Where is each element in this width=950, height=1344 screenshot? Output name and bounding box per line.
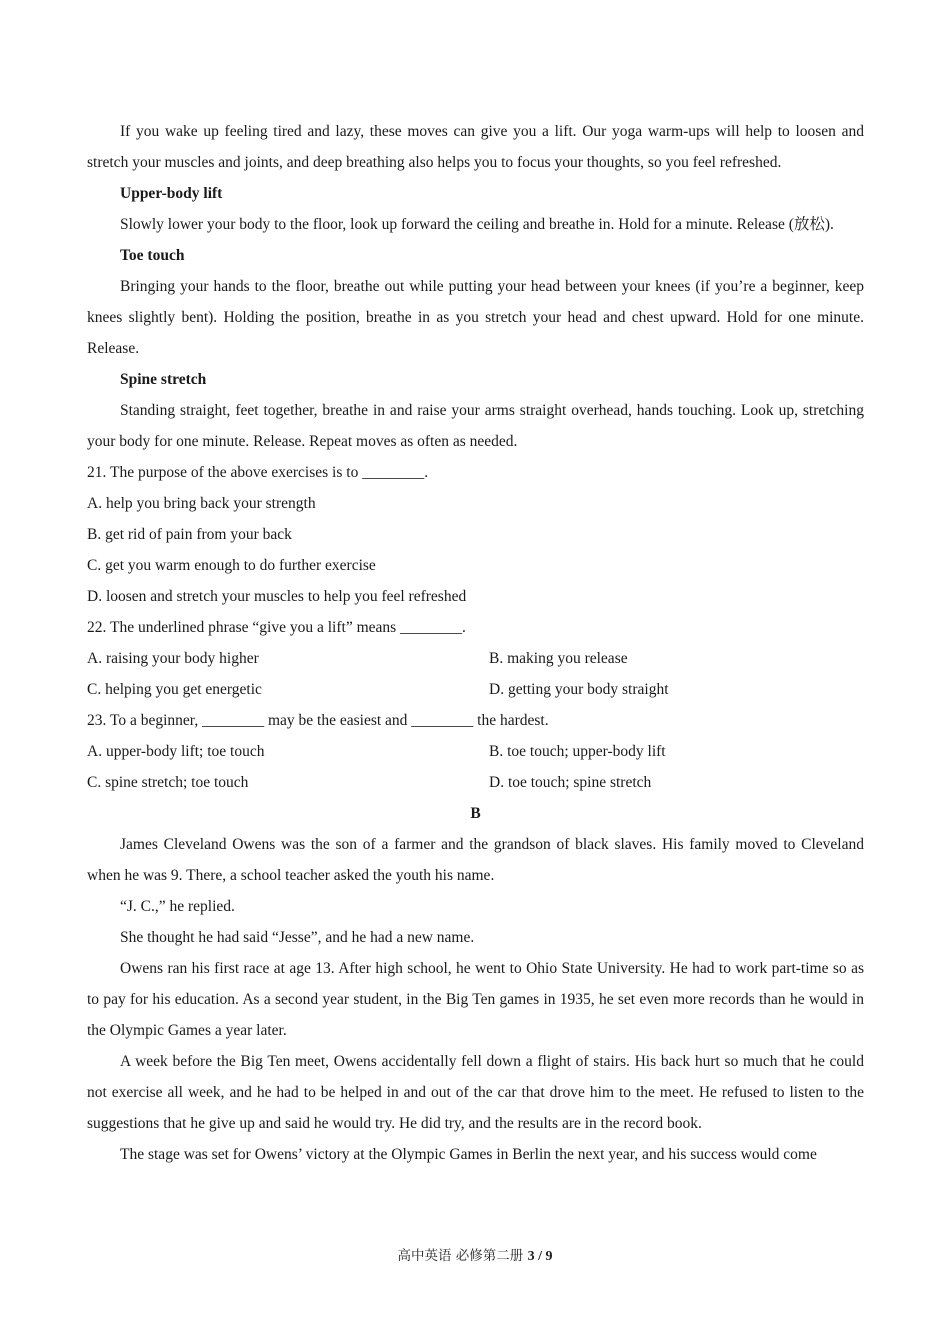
passage-b-label: B bbox=[470, 805, 481, 822]
page-content bbox=[87, 116, 864, 1170]
passage-b-paragraph-1: James Cleveland Owens was the son of a farmer and the grandson of black slaves. His family moved to Cleveland when he was 9. There, a school teacher asked the youth his name. bbox=[87, 836, 864, 884]
question-22-options-row-1 bbox=[87, 643, 864, 674]
question-23-option-a: A. upper-body lift; toe touch bbox=[87, 743, 265, 760]
question-22-option-b: B. making you release bbox=[489, 650, 628, 667]
heading-toe-touch: Toe touch bbox=[120, 247, 185, 264]
question-21-option-b: B. get rid of pain from your back bbox=[87, 526, 292, 543]
question-23-options-row-1 bbox=[87, 736, 864, 767]
upper-body-lift-text: Slowly lower your body to the floor, look up forward the ceiling and breathe in. Hold for a minute. Release (放松). bbox=[120, 216, 834, 233]
question-22-option-c: C. helping you get energetic bbox=[87, 681, 262, 698]
question-22-option-d: D. getting your body straight bbox=[489, 681, 669, 698]
question-23-options-row-2 bbox=[87, 767, 864, 798]
passage-b-paragraph-6: The stage was set for Owens’ victory at the Olympic Games in Berlin the next year, and his success would come bbox=[120, 1146, 817, 1163]
question-23-option-d: D. toe touch; spine stretch bbox=[489, 774, 652, 791]
footer-label: 高中英语 必修第二册 bbox=[397, 1248, 524, 1264]
question-22-stem: 22. The underlined phrase “give you a lift” means ________. bbox=[87, 619, 466, 636]
passage-b-paragraph-4: Owens ran his first race at age 13. After high school, he went to Ohio State University. He had to work part-time so as to pay for his education. As a second year student, in the Big Ten games in 1935, he set even more records than he would in the Olympic Games a year later. bbox=[87, 960, 864, 1039]
question-22-option-a: A. raising your body higher bbox=[87, 650, 259, 667]
question-21-option-c: C. get you warm enough to do further exercise bbox=[87, 557, 376, 574]
passage-b-paragraph-2: “J. C.,” he replied. bbox=[120, 898, 235, 915]
question-21-option-d: D. loosen and stretch your muscles to help you feel refreshed bbox=[87, 588, 467, 605]
passage-b-paragraph-3: She thought he had said “Jesse”, and he had a new name. bbox=[120, 929, 475, 946]
question-23-stem: 23. To a beginner, ________ may be the easiest and ________ the hardest. bbox=[87, 712, 549, 729]
question-21-option-a: A. help you bring back your strength bbox=[87, 495, 316, 512]
toe-touch-text: Bringing your hands to the floor, breathe out while putting your head between your knees (if you’re a beginner, keep knees slightly bent). Holding the position, breathe in as you stretch your head and chest upward. Hold for one minute. Release. bbox=[87, 278, 864, 357]
page-number: 3 / 9 bbox=[527, 1249, 553, 1264]
passage-b-paragraph-5: A week before the Big Ten meet, Owens accidentally fell down a flight of stairs. His back hurt so much that he could not exercise all week, and he had to be helped in and out of the car that drove him to the meet. He refused to listen to the suggestions that he give up and said he would try. He did try, and the results are in the record book. bbox=[87, 1053, 864, 1132]
spine-stretch-text: Standing straight, feet together, breathe in and raise your arms straight overhead, hands touching. Look up, stretching your body for one minute. Release. Repeat moves as often as needed. bbox=[87, 402, 864, 450]
question-23-option-c: C. spine stretch; toe touch bbox=[87, 774, 249, 791]
heading-spine-stretch: Spine stretch bbox=[120, 371, 207, 388]
question-23-option-b: B. toe touch; upper-body lift bbox=[489, 743, 666, 760]
passage-a-intro: If you wake up feeling tired and lazy, these moves can give you a lift. Our yoga warm-ups will help to loosen and stretch your muscles and joints, and deep breathing also helps you to focus your thoughts, so you feel refreshed. bbox=[87, 123, 864, 171]
page-footer bbox=[0, 1244, 950, 1265]
question-21-stem: 21. The purpose of the above exercises is to ________. bbox=[87, 464, 429, 481]
heading-upper-body-lift: Upper-body lift bbox=[120, 185, 223, 202]
question-22-options-row-2 bbox=[87, 674, 864, 705]
